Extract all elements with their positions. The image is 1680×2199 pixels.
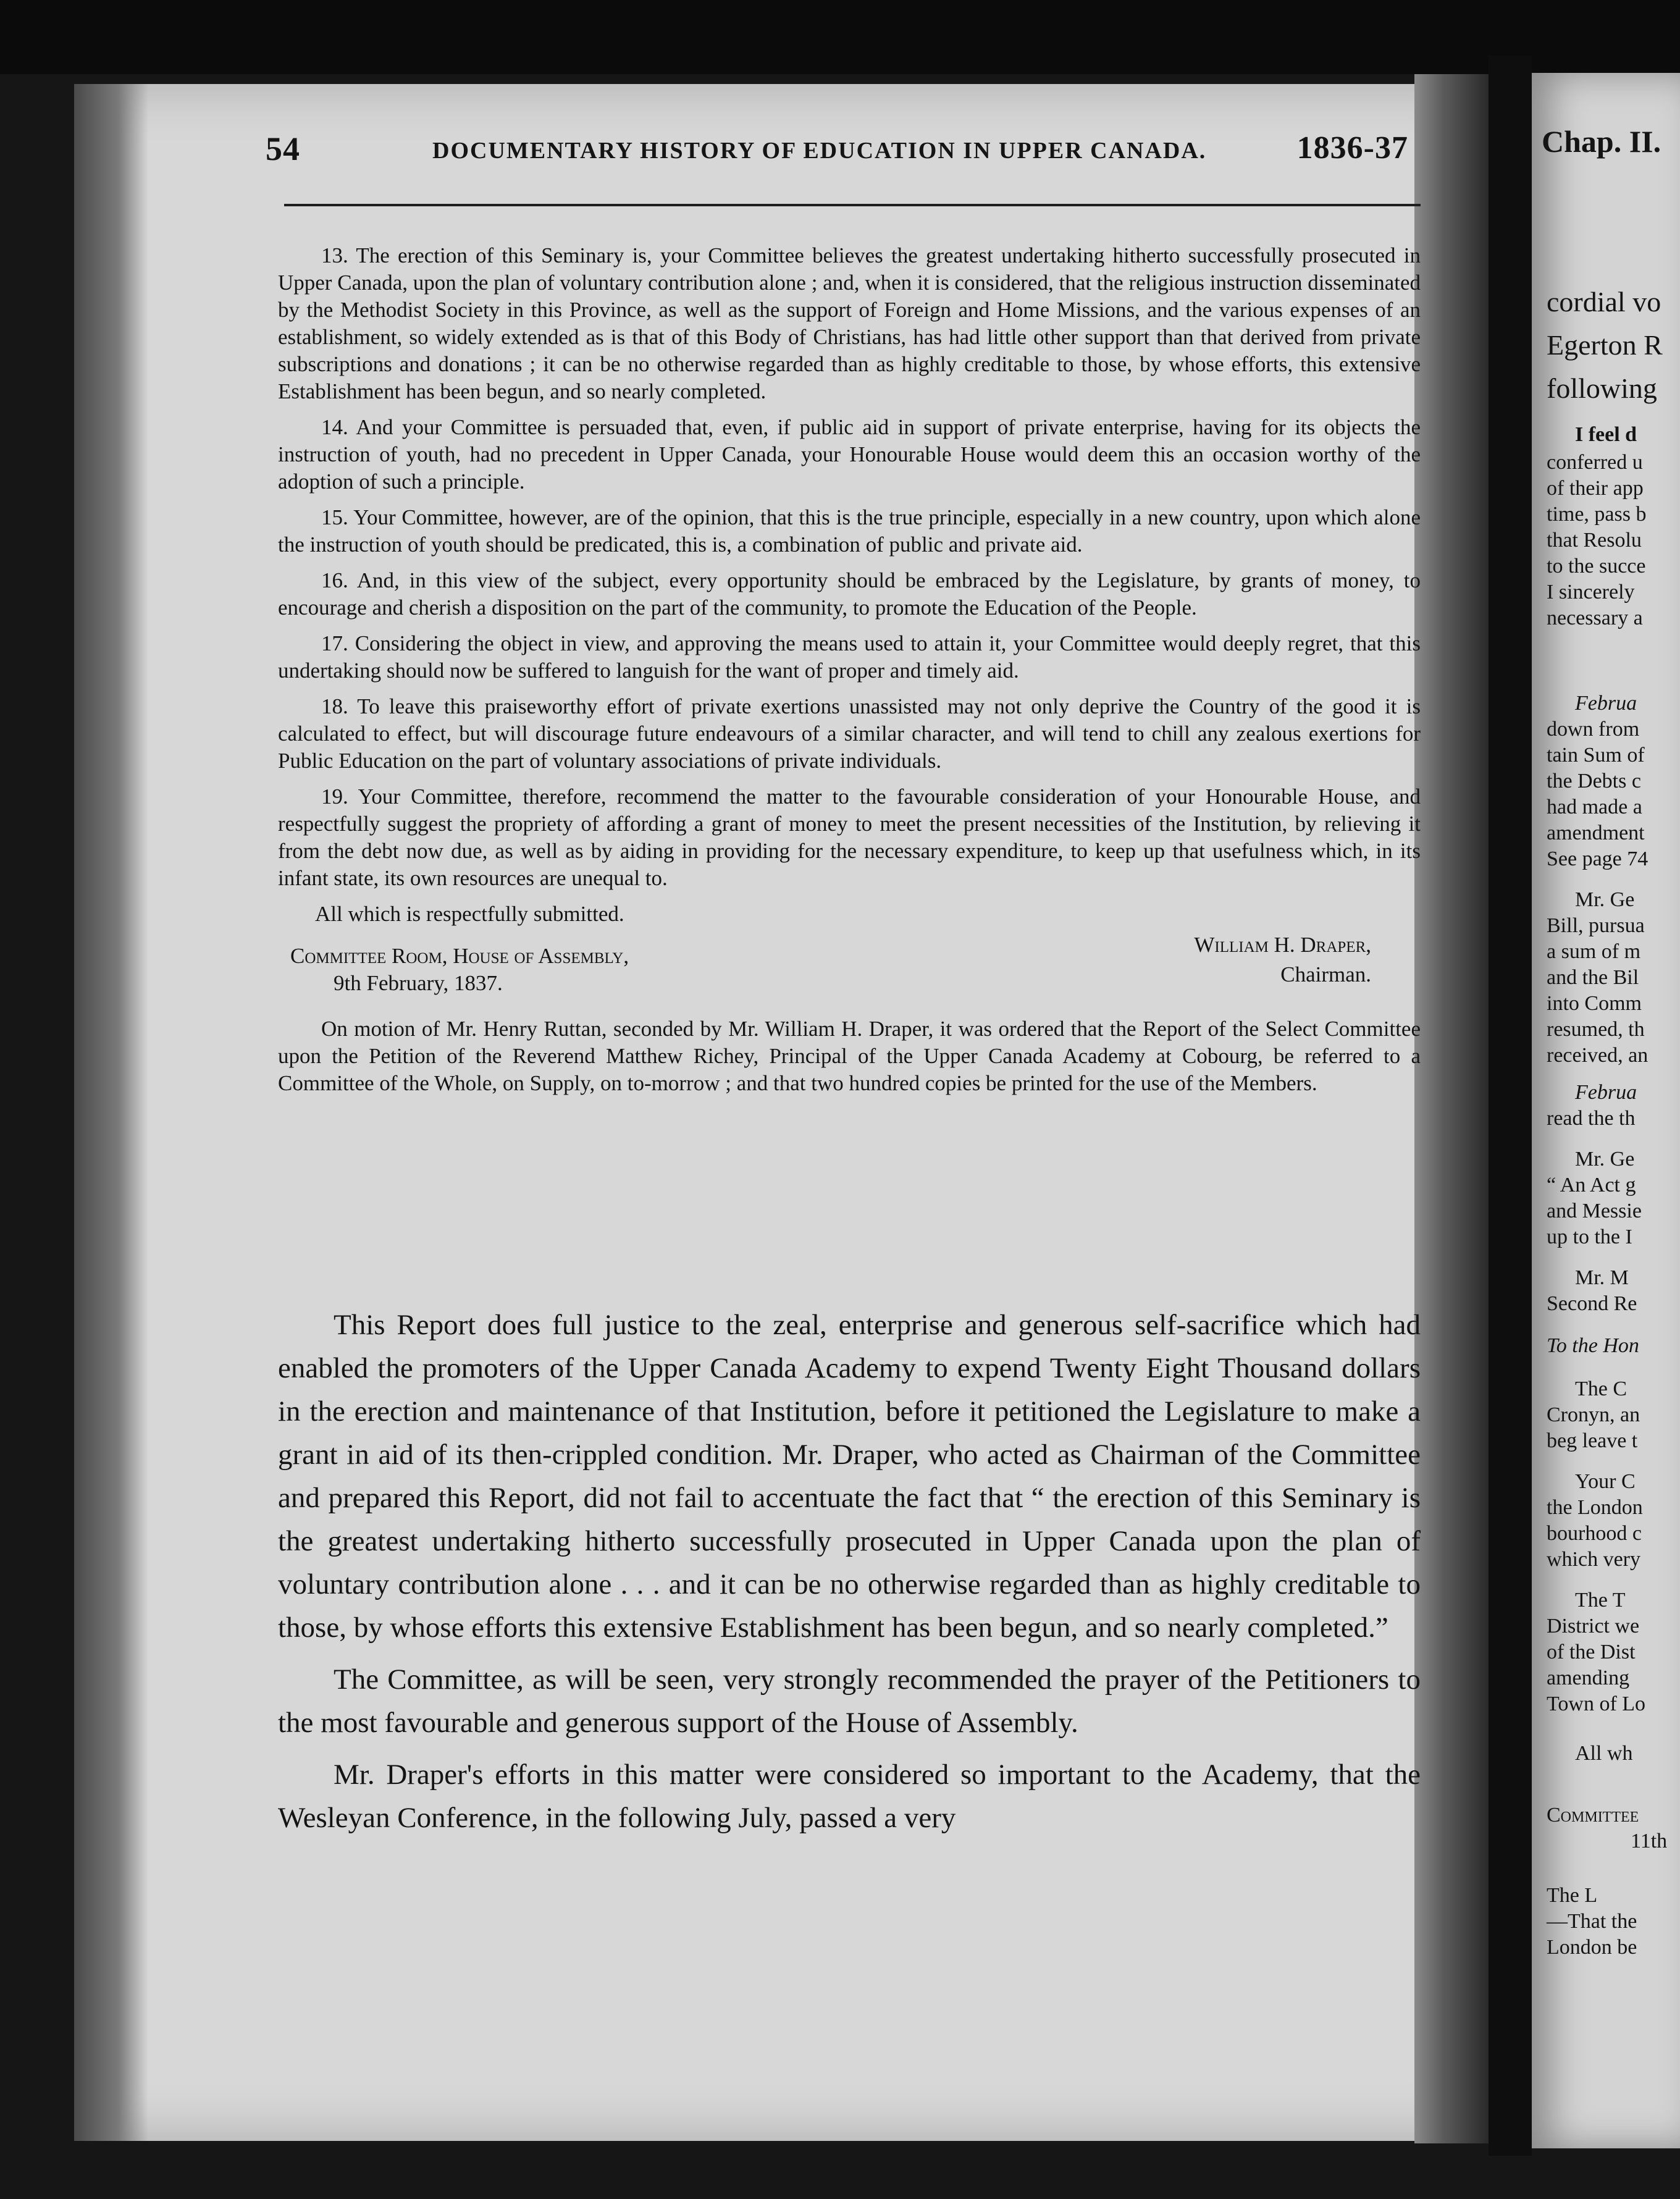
facing-line: received, an (1547, 1044, 1648, 1067)
facing-line: which very (1547, 1548, 1641, 1571)
report-paragraph-15: 15. Your Committee, however, are of the opinion, that this is the true principle, especially in a new country, upon which alone the instruction of youth should be predicated, this is, a combination of public and private aid. (278, 505, 1421, 557)
commentary-section (278, 1303, 1421, 1848)
facing-line: 11th (1631, 1830, 1668, 1852)
facing-line: cordial vo (1547, 286, 1661, 317)
book-binding (1414, 74, 1489, 2143)
facing-line: Egerton R (1547, 329, 1663, 361)
report-paragraph-13: 13. The erection of this Seminary is, your Committee believes the greatest undertaking hitherto successfully prosecuted in Upper Canada, upon the plan of voluntary contribution alone ; and, when it is considered, that the religious instruction disseminated by the Methodist Society in this Province, as well as the support of Foreign and Home Missions, and the various expenses of an establishment, so widely extended as is that of this Body of Christians, has had little other support than that derived from private subscriptions and donations ; it can be no otherwise regarded than as highly creditable to those, by whose efforts, this extensive Establishment has been begun, and so nearly completed. (278, 243, 1421, 403)
facing-line: beg leave t (1547, 1429, 1638, 1452)
facing-line: Februa (1575, 692, 1637, 715)
facing-line: I sincerely (1547, 581, 1635, 603)
facing-line: Mr. Ge (1575, 1148, 1635, 1171)
facing-line: time, pass b (1547, 503, 1647, 526)
page-edge-shadow (74, 84, 148, 2141)
facing-line: the Debts c (1547, 770, 1641, 793)
committee-room: Committee Room, House of Assembly, (290, 944, 629, 968)
facing-line: All wh (1575, 1742, 1633, 1765)
facing-chapter-heading: Chap. II. (1542, 124, 1661, 159)
facing-line: Committee (1547, 1804, 1639, 1827)
facing-page (1532, 73, 1680, 2148)
running-header (266, 124, 1408, 173)
facing-line: Mr. M (1575, 1266, 1629, 1289)
facing-line: conferred u (1547, 451, 1643, 474)
facing-line: of the Dist (1547, 1641, 1636, 1663)
facing-line: amending (1547, 1667, 1630, 1689)
facing-line: “ An Act g (1547, 1174, 1636, 1196)
facing-line: London be (1547, 1936, 1637, 1959)
report-paragraph-16: 16. And, in this view of the subject, every opportunity should be embraced by the Legislature, by grants of money, to encourage and cherish a disposition on the part of the community, to promote the Education of the People. (278, 568, 1421, 620)
facing-line: Town of Lo (1547, 1692, 1646, 1715)
facing-line: into Comm (1547, 992, 1642, 1015)
facing-line: tain Sum of (1547, 744, 1645, 767)
facing-line: Mr. Ge (1575, 888, 1635, 911)
facing-line: resumed, th (1547, 1018, 1645, 1041)
facing-line: up to the I (1547, 1226, 1632, 1248)
facing-line: The C (1575, 1377, 1628, 1400)
report-date: 9th February, 1837. (334, 971, 503, 995)
report-paragraph-17: 17. Considering the object in view, and approving the means used to attain it, your Committee would deeply regret, that this undertaking should now be suffered to languish for the want of proper and timely aid. (278, 631, 1421, 683)
facing-line: —That the (1547, 1910, 1637, 1933)
facing-line: that Resolu (1547, 529, 1642, 552)
committee-report (278, 242, 1421, 1106)
facing-line: Second Re (1547, 1292, 1637, 1315)
facing-line: District we (1547, 1615, 1640, 1638)
facing-line: the London (1547, 1496, 1643, 1519)
facing-line: Your C (1575, 1470, 1636, 1493)
report-paragraph-18: 18. To leave this praiseworthy effort of private exertions unassisted may not only deprive the Country of the good it is calculated to effect, but will discourage future endeavours of a similar character, and will tend to chill any zealous exertions for Public Education on the part of voluntary associations of private individuals. (278, 694, 1421, 773)
facing-line: The T (1575, 1589, 1626, 1612)
signer-title: Chairman. (1280, 962, 1371, 986)
facing-line: Februa (1575, 1081, 1637, 1104)
facing-line: had made a (1547, 796, 1642, 818)
facing-line: read the th (1547, 1107, 1636, 1130)
facing-line: The L (1547, 1884, 1598, 1907)
motion-paragraph: On motion of Mr. Henry Ruttan, seconded by Mr. William H. Draper, it was ordered that the Report of the Select Committee upon the Petition of the Reverend Matthew Richey, Principal of the Upper Canada Academy at Cobourg, be referred to a Committee of the Whole, on Supply, on to-morrow ; and that two hundred copies be printed for the use of the Members. (278, 1017, 1421, 1095)
facing-line: I feel d (1575, 423, 1637, 446)
facing-line: See page 74 (1547, 847, 1648, 870)
facing-line: a sum of m (1547, 940, 1641, 963)
report-paragraph-14: 14. And your Committee is persuaded that, even, if public aid in support of private enterprise, having for its objects the instruction of youth, had no precedent in Upper Canada, your Honourable House would deem this an occasion worthy of the adoption of such a principle. (278, 415, 1421, 494)
facing-line: to the succe (1547, 555, 1646, 578)
facing-line: necessary a (1547, 607, 1643, 629)
header-years: 1836-37 (1296, 130, 1408, 166)
facing-line: Cronyn, an (1547, 1403, 1640, 1426)
facing-line: down from (1547, 718, 1640, 741)
signature-block (278, 931, 1421, 999)
facing-line: and the Bil (1547, 966, 1639, 989)
facing-line: following (1547, 372, 1657, 404)
signer-name: William H. Draper, (1194, 933, 1371, 957)
facing-line: To the Hon (1547, 1334, 1639, 1357)
book-gutter (1489, 56, 1532, 2156)
report-paragraph-19: 19. Your Committee, therefore, recommend the matter to the favourable consideration of your Honourable House, and respectfully suggest the propriety of affording a grant of money to meet the present necessities of the Institution, by relieving it from the debt now due, as well as by aiding in providing for the necessary expenditure, to keep up that usefulness which, in its infant state, its own resources are unequal to. (278, 784, 1421, 890)
commentary-paragraph: The Committee, as will be seen, very strongly recommended the prayer of the Petitioners to the most favourable and generous support of the House of Assembly. (278, 1663, 1421, 1739)
running-title: DOCUMENTARY HISTORY OF EDUCATION IN UPPER CANADA. (432, 138, 1207, 164)
facing-line: bourhood c (1547, 1522, 1642, 1545)
facing-line: amendment (1547, 822, 1645, 844)
page-number: 54 (266, 130, 300, 167)
header-rule (284, 204, 1421, 206)
facing-line: of their app (1547, 477, 1644, 500)
submitted-line: All which is respectfully submitted. (315, 902, 624, 926)
facing-line: and Messie (1547, 1200, 1642, 1222)
scan-border (0, 0, 1680, 74)
commentary-paragraph: Mr. Draper's efforts in this matter were considered so important to the Academy, that the Wesleyan Conference, in the following July, passed a very (278, 1759, 1421, 1834)
commentary-paragraph: This Report does full justice to the zeal, enterprise and generous self-sacrifice which had enabled the promoters of the Upper Canada Academy to expend Twenty Eight Thousand dollars in the erection and maintenance of that Institution, before it petitioned the Legislature to make a grant in aid of its then-crippled condition. Mr. Draper, who acted as Chairman of the Committee and prepared this Report, did not fail to accentuate the fact that “ the erection of this Seminary is the greatest undertaking hitherto successfully prosecuted in Upper Canada upon the plan of voluntary contribution alone . . . and it can be no otherwise regarded than as highly creditable to those, by whose efforts this extensive Establishment has been begun, and so nearly completed.” (278, 1309, 1421, 1644)
facing-line: Bill, pursua (1547, 914, 1645, 937)
